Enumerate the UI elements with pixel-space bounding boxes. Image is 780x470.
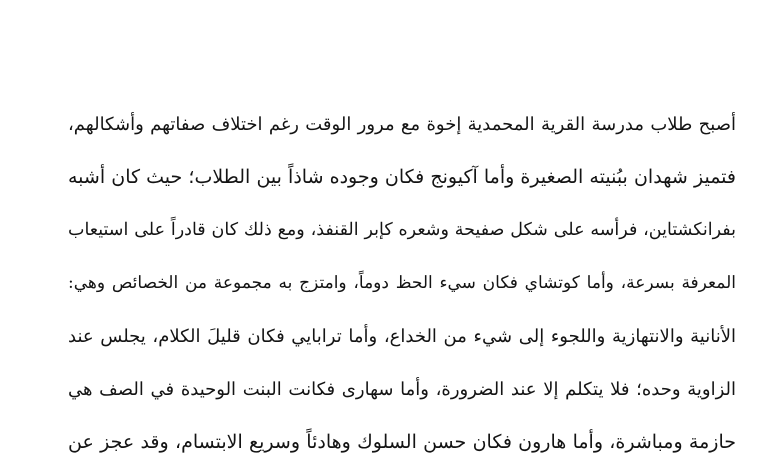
text-line: بفرانكشتاين، فرأسه على شكل صفيحة وشعره كإبر القنفذ، ومع ذلك كان قادراً على استيعاب: [68, 220, 736, 240]
paragraph: [68, 98, 736, 469]
text-line: حازمة ومباشرة، وأما هارون فكان حسن السلوك وهادئاً وسريع الابتسام، وقد عجز عن: [68, 431, 736, 453]
text-line: فتميز شهدان ببُنيته الصغيرة وأما آكيونج فكان وجوده شاذاً بين الطلاب؛ حيث كان أشبه: [68, 166, 736, 188]
text-line: الزاوية وحده؛ فلا يتكلم إلا عند الضرورة، وأما سهارى فكانت البنت الوحيدة في الصف هي: [68, 379, 736, 400]
text-line: أصبح طلاب مدرسة القرية المحمدية إخوة مع مرور الوقت رغم اختلاف صفاتهم وأشكالهم،: [68, 114, 736, 135]
text-line: الأنانية والانتهازية واللجوء إلى شيء من الخداع، وأما ترابايي فكان قليلَ الكلام، يجلس عند: [68, 326, 736, 347]
text-line: المعرفة بسرعة، وأما كوتشاي فكان سيء الحظ دوماً، وامتزج به مجموعة من الخصائص وهي:: [68, 273, 736, 293]
